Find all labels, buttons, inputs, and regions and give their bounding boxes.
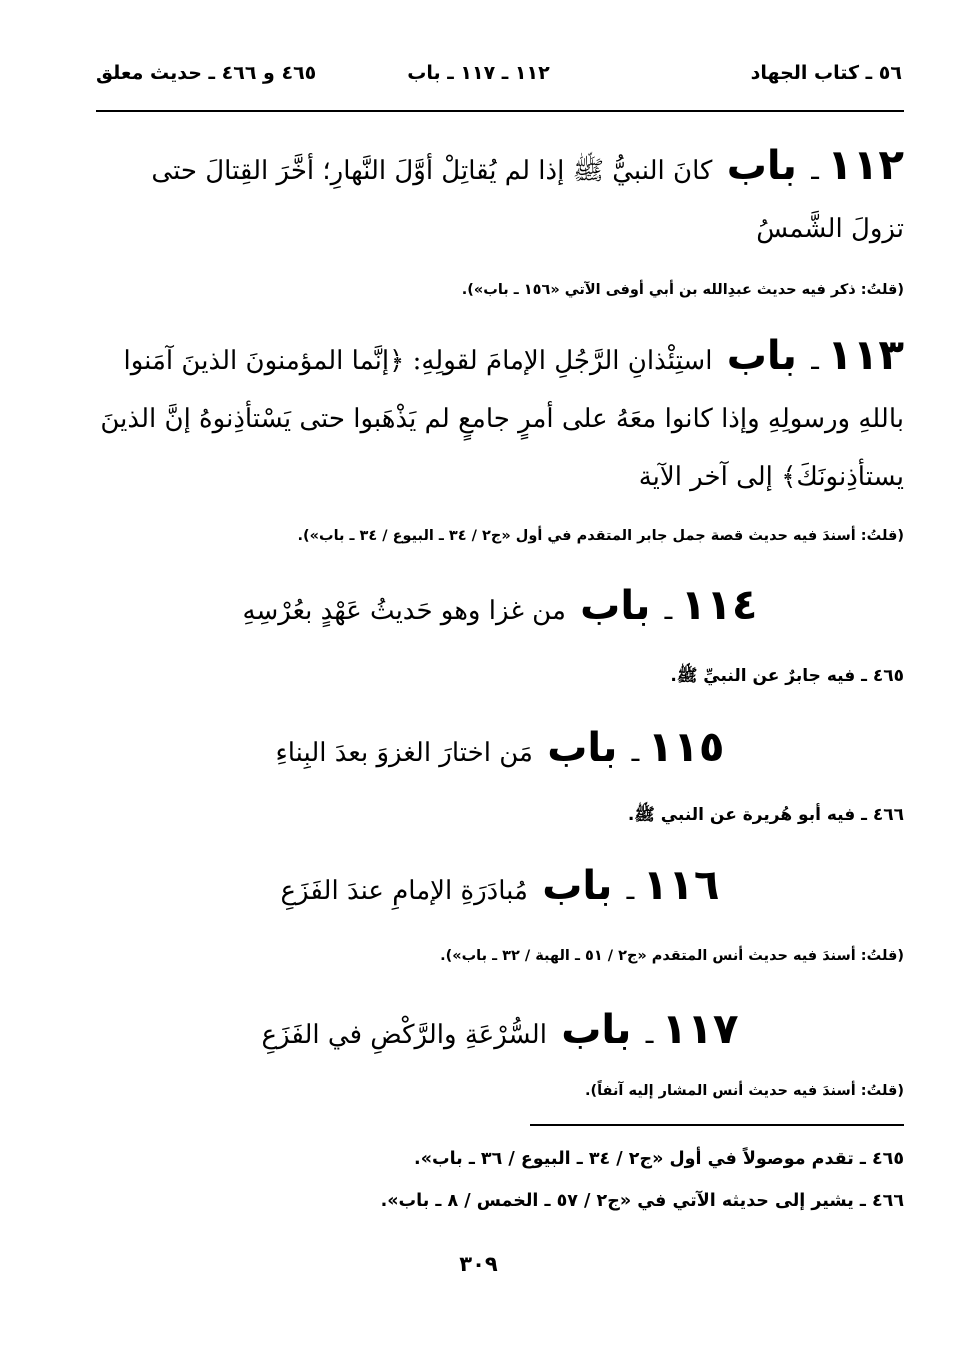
footnote-466: ٤٦٦ ـ يشير إلى حديثه الآتي في «ج٢ / ٥٧ ـ الخمس / ٨ ـ باب». (380, 1191, 904, 1211)
chapter-number: ١١٦ (642, 860, 720, 909)
footnote-rule (530, 1124, 904, 1126)
chapter-number: ١١٣ (827, 330, 904, 379)
note-117: (قلتُ: أسندَ فيه حديث أنس المشار إليه آنفاً). (584, 1083, 904, 1099)
chapter-115: ١١٥ ـ باب مَن اختارَ الغزوَ بعدَ البِناءِ (275, 722, 725, 771)
note-116: (قلتُ: أسندَ فيه حديث أنس المتقدم «ج٢ / ٥١ ـ الهبة / ٣٢ ـ باب»). (440, 948, 904, 964)
chapter-113: ١١٣ ـ باب استِئْذانِ الرَّجُلِ الإمامَ لقولِهِ: ﴿إنَّما المؤمنونَ الذينَ آمَنوا باللهِ ورسولِهِ وإذا كانوا معَهُ على أمرٍ جامعٍ لم يَذْهَبوا حتى يَسْتأذِنوهُ إنَّ الذينَ يستأذِنونَكَ﴾ إلى آخر الآية (100, 330, 904, 492)
header-rule (96, 110, 904, 112)
running-header-sections: ١١٢ ـ ١١٧ ـ باب (407, 62, 550, 84)
chapter-title: كانَ النبيُّ ﷺ إذا لم يُقاتِلْ أوَّلَ النَّهارِ؛ أخَّرَ القِتالَ حتى تزولَ الشَّمسُ (151, 156, 904, 244)
running-header-chapter: ٥٦ ـ كتاب الجهاد (750, 62, 902, 84)
chapter-title: مُبادَرَةِ الإمامِ عندَ الفَزَعِ (280, 876, 528, 906)
note-113: (قلتُ: أسندَ فيه حديث قصة جمل جابر المتقدم في أول «ج٢ / ٣٤ ـ البيوع / ٣٤ ـ باب»). (297, 528, 904, 544)
bab-word: باب (542, 863, 613, 909)
chapter-title: استِئْذانِ الرَّجُلِ الإمامَ لقولِهِ: ﴿إنَّما المؤمنونَ الذينَ آمَنوا باللهِ ورسولِهِ وإذا كانوا معَهُ على أمرٍ جامعٍ لم يَذْهَبوا حتى يَسْتأذِنوهُ إنَّ الذينَ يستأذِنونَكَ﴾ إلى آخر الآية (100, 346, 904, 492)
hadith-ref-465: ٤٦٥ ـ فيه جابرٌ عن النبيِّ ﷺ. (670, 666, 904, 686)
running-header-hadith: ٤٦٥ و ٤٦٦ ـ حديث معلق (96, 62, 317, 84)
page-number: ٣٠٩ (459, 1252, 498, 1276)
chapter-title: من غزا وهو حَديثُ عَهْدٍ بعُرْسِهِ (242, 596, 566, 626)
bab-word: باب (547, 725, 618, 771)
chapter-number: ١١٧ (661, 1004, 739, 1053)
footnote-465: ٤٦٥ ـ تقدم موصولاً في أول «ج٢ / ٣٤ ـ البيوع / ٣٦ ـ باب». (414, 1149, 904, 1169)
chapter-title: السُّرْعَةِ والرَّكْضِ في الفَزَعِ (261, 1020, 547, 1050)
bab-word: باب (580, 583, 651, 629)
bab-word: باب (561, 1007, 632, 1053)
chapter-number: ١١٢ (827, 140, 904, 189)
chapter-112: ١١٢ ـ باب كانَ النبيُّ ﷺ إذا لم يُقاتِلْ أوَّلَ النَّهارِ؛ أخَّرَ القِتالَ حتى تزولَ الشَّمسُ (151, 140, 904, 244)
bab-word: باب (726, 143, 797, 189)
chapter-114: ١١٤ ـ باب من غزا وهو حَديثُ عَهْدٍ بعُرْسِهِ (242, 580, 758, 629)
chapter-116: ١١٦ ـ باب مُبادَرَةِ الإمامِ عندَ الفَزَعِ (280, 860, 720, 909)
bab-word: باب (726, 333, 797, 379)
chapter-title: مَن اختارَ الغزوَ بعدَ البِناءِ (275, 738, 533, 768)
chapter-number: ١١٤ (680, 580, 758, 629)
chapter-number: ١١٥ (647, 722, 725, 771)
chapter-117: ١١٧ ـ باب السُّرْعَةِ والرَّكْضِ في الفَزَعِ (261, 1004, 739, 1053)
note-112: (قلتُ: ذكر فيه حديث عبدِالله بن أبي أوفى الآتي «١٥٦ ـ باب»). (461, 282, 904, 298)
hadith-ref-466: ٤٦٦ ـ فيه أبو هُريرة عن النبي ﷺ. (627, 805, 904, 825)
